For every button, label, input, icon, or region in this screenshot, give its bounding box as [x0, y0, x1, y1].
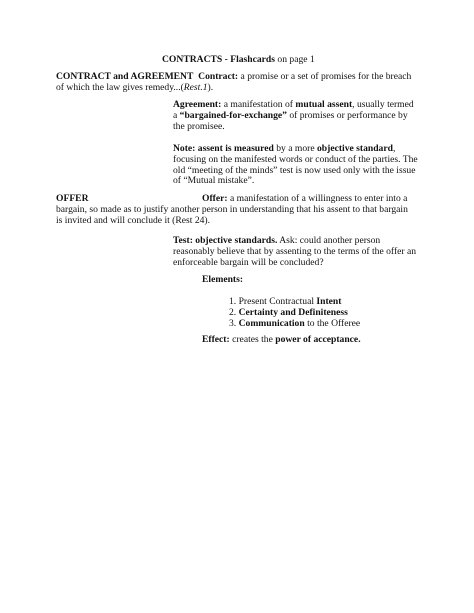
contract-term: Contract:	[198, 71, 239, 82]
note-block	[173, 144, 443, 187]
effect-line	[202, 335, 442, 346]
agreement-term: Agreement:	[173, 99, 222, 110]
agreement-mutual-assent: mutual assent	[295, 99, 353, 110]
elements-heading	[202, 275, 243, 286]
offer-term: Offer:	[202, 193, 228, 204]
note-line1-c: ,	[392, 143, 396, 154]
list-item	[229, 319, 429, 330]
test-line3: enforceable bargain will be concluded?	[173, 256, 324, 268]
effect-text: creates the	[229, 334, 276, 345]
offer-line2: bargain, so made as to justify another person in understanding that his assent to that bargain	[56, 204, 408, 215]
contract-def-line2-post: ).	[207, 82, 214, 93]
agreement-bargained: “bargained-for-exchange”	[179, 109, 287, 121]
agreement-line2	[173, 111, 433, 122]
effect-term: Effect:	[202, 334, 230, 345]
effect-power-of-acceptance: power of acceptance.	[275, 334, 361, 345]
agreement-text-a: a manifestation of	[221, 99, 296, 110]
offer-heading-text: OFFER	[56, 193, 89, 204]
elements-list	[229, 297, 429, 329]
contract-citation: Rest.1	[183, 82, 208, 93]
agreement-text-c: , usually termed	[352, 99, 414, 110]
agreement-line2-a: a	[173, 109, 180, 121]
item-bold: Intent	[316, 296, 342, 307]
item-number: 3.	[229, 317, 239, 329]
agreement-line3: the promisee.	[173, 120, 225, 132]
contract-heading: CONTRACT and AGREEMENT	[56, 71, 194, 82]
item-text: Present Contractual	[238, 296, 317, 307]
test-term: Test: objective standards.	[173, 235, 278, 246]
note-line2: focusing on the manifested words or conduct of the parties. The	[173, 153, 418, 165]
offer-line3: is invited and will conclude it (Rest 24).	[56, 215, 211, 226]
note-line1-a: by a more	[273, 143, 317, 154]
note-line4: of “Mutual mistake”.	[173, 175, 255, 187]
item-bold: Certainty and Definiteness	[238, 306, 348, 318]
test-line1-rest: Ask: could another person	[277, 235, 381, 246]
contract-def-line1: a promise or a set of promises for the breach	[238, 71, 412, 82]
item-number: 2.	[229, 306, 239, 318]
elements-heading-text: Elements:	[202, 274, 244, 285]
agreement-block	[173, 100, 433, 132]
title-bold: CONTRACTS - Flashcards	[162, 54, 276, 65]
item-number: 1.	[229, 296, 239, 307]
item-text: to the Offeree	[304, 317, 361, 329]
page-title	[162, 55, 315, 66]
test-block	[173, 236, 443, 268]
contract-def-line2: of which the law gives remedy...(	[56, 82, 184, 93]
contract-definition-cont	[56, 83, 426, 94]
note-objective-standard: objective standard	[317, 143, 393, 154]
agreement-line2-c: of promises or performance by	[286, 109, 408, 121]
item-bold: Communication	[238, 317, 305, 329]
note-term: Note: assent is measured	[173, 143, 274, 154]
title-rest: on page 1	[275, 54, 315, 65]
test-line2: reasonably believe that by assenting to the terms of the offer an	[173, 245, 417, 257]
offer-line1-text: a manifestation of a willingness to enter into a	[227, 193, 408, 204]
note-line3: old “meeting of the minds” test is now used only with the issue	[173, 164, 416, 176]
